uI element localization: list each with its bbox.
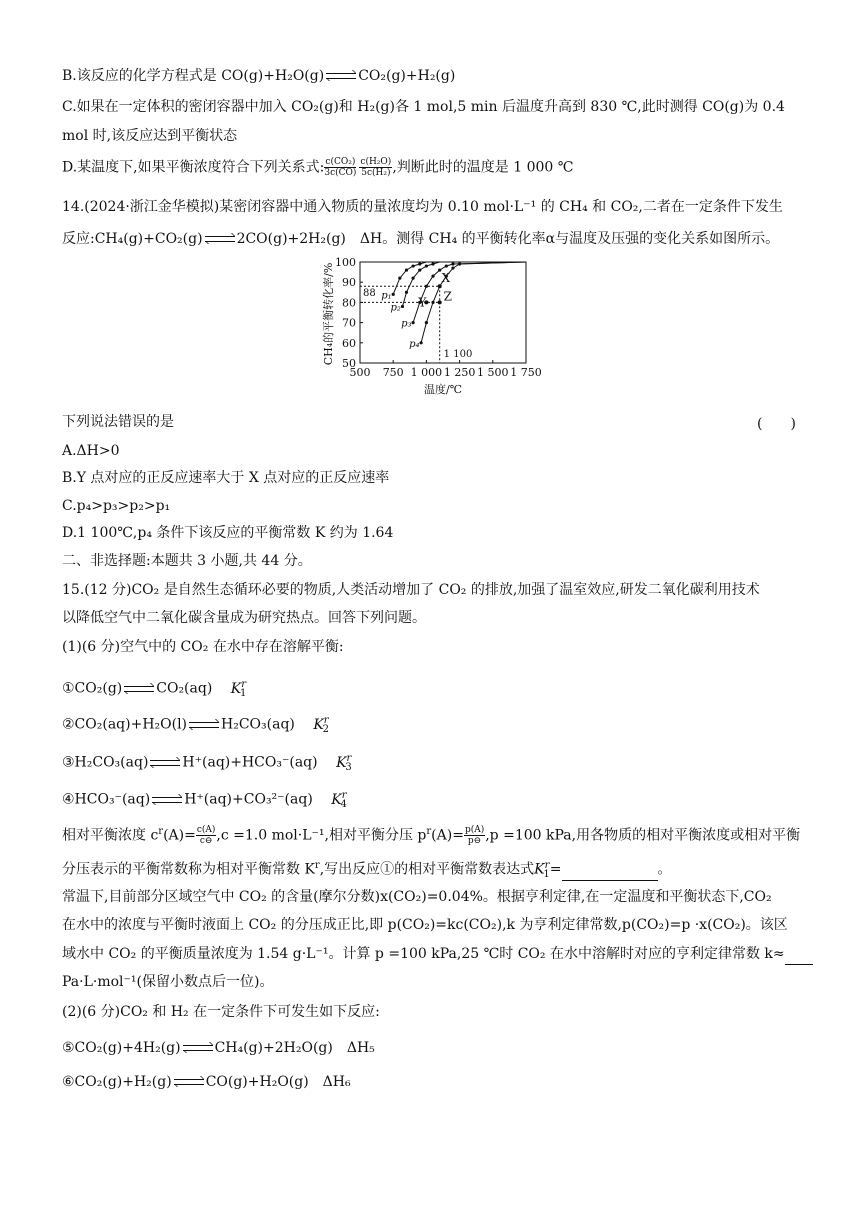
y-tick-label: 50	[342, 357, 356, 370]
x-tick-label: 1 000	[410, 366, 443, 379]
data-point-p2	[401, 305, 404, 308]
reaction-3: ③H₂CO₃(aq) H⁺(aq)+HCO₃⁻(aq) $K^r_3$	[62, 753, 352, 774]
y-tick-labels	[335, 256, 363, 370]
equilibrium-arrow	[150, 757, 180, 769]
option-c-14: C.p₄>p₃>p₂>p₁	[62, 498, 171, 514]
point-label-Y: Y	[418, 295, 427, 310]
point-Z	[438, 300, 442, 304]
curve-label-p4: p₄	[409, 338, 420, 350]
question-15-part2: (2)(6 分)CO₂ 和 H₂ 在一定条件下可发生如下反应:	[62, 1004, 380, 1020]
answer-parentheses: ( )	[757, 416, 796, 432]
data-point-p3	[425, 285, 428, 288]
data-point-p1	[412, 264, 415, 267]
reaction-5: ⑤CO₂(g)+4H₂(g) CH₄(g)+2H₂O(g) ΔH₅	[62, 1040, 375, 1056]
y-tick-label: 80	[342, 296, 356, 310]
henry-line4: Pa·L·mol⁻¹(保留小数点后一位)。	[62, 974, 274, 990]
option-c-13-line2: mol 时,该反应达到平衡状态	[62, 128, 238, 144]
data-point-p2	[418, 268, 421, 271]
reference-lines	[360, 286, 472, 363]
data-point-p1	[405, 268, 408, 271]
data-point-p4	[431, 301, 434, 304]
x-tick-label: 1 250	[443, 366, 476, 379]
annotation-1100: 1 100	[443, 349, 473, 360]
henry-line2: 在水中的浓度与平衡时液面上 CO₂ 的分压成正比,即 p(CO₂)=kc(CO₂),k 为亨利定律常数,p(CO₂)=p ·x(CO₂)。该区	[62, 917, 788, 933]
answer-blank[interactable]	[785, 944, 813, 965]
data-point-p1	[418, 262, 421, 265]
x-axis-label: 温度/℃	[423, 383, 463, 396]
reaction-4: ④HCO₃⁻(aq) H⁺(aq)+CO₃²⁻(aq) $K^r_4$	[62, 790, 347, 811]
section-heading: 二、非选择题:本题共 3 小题,共 44 分。	[62, 553, 312, 569]
question-15-line2: 以降低空气中二氧化碳含量成为研究热点。回答下列问题。	[62, 610, 426, 626]
reaction-1: ①CO₂(g) CO₂(aq) $K^r_1$	[62, 679, 247, 700]
equilibrium-arrow	[183, 1042, 213, 1054]
answer-blank[interactable]	[562, 860, 658, 881]
y-tick-label: 60	[342, 336, 356, 350]
point-label-X: X	[441, 271, 451, 286]
fraction: $\frac{\text{c(CO₂)}}{3c(CO)}$	[324, 157, 357, 178]
fraction: $\frac{p(A)}{p⊖}$	[464, 825, 485, 847]
fraction: $\frac{\text{c(H₂O)}}{\text{5c(H₂)}}$	[360, 157, 392, 178]
point-label-Z: Z	[443, 289, 453, 304]
y-tick-label: 70	[342, 316, 356, 330]
data-point-p2	[425, 264, 428, 267]
data-point-p2	[405, 291, 408, 294]
question-14-prompt: 下列说法错误的是	[62, 414, 174, 430]
series-curves	[392, 262, 526, 344]
data-point-p2	[412, 277, 415, 280]
data-point-p3	[431, 275, 434, 278]
equilibrium-arrow	[124, 683, 154, 695]
henry-line1: 常温下,目前部分区域空气中 CO₂ 的含量(摩尔分数)x(CO₂)=0.04%。根据亨利定律,在一定温度和平衡状态下,CO₂	[62, 889, 772, 905]
relative-concentration-line: 相对平衡浓度 $c^r(A)=$ $\frac{c(A)}{c⊖}$ ,c =1.0 mol·L⁻¹,相对平衡分压 $p^r(A)=$ $\frac{p(A)}{p⊖}$ ,p =100 kPa,用各物质的相对平衡浓度或相对平衡	[62, 825, 801, 847]
data-point-p3	[412, 321, 415, 324]
data-point-p1	[392, 293, 395, 296]
question-15-part1: (1)(6 分)空气中的 CO₂ 在水中存在溶解平衡:	[62, 639, 344, 655]
x-tick-label: 1 750	[510, 366, 542, 379]
henry-line3: 域水中 CO₂ 的平衡质量浓度为 1.54 g·L⁻¹。计算 p =100 kPa,25 ℃时 CO₂ 在水中溶解时对应的亨利定律常数 k≈	[62, 944, 813, 965]
data-point-p3	[445, 264, 448, 267]
equilibrium-arrow	[205, 233, 235, 245]
data-point-p4	[419, 341, 422, 344]
series-line-p3	[413, 262, 526, 323]
x-tick-label: 500	[349, 366, 371, 379]
equilibrium-arrow	[326, 70, 356, 82]
reaction-6: ⑥CO₂(g)+H₂(g) CO(g)+H₂O(g) ΔH₆	[62, 1074, 351, 1090]
x-tick-label: 1 500	[477, 366, 509, 379]
option-c-13-line1: C.如果在一定体积的密闭容器中加入 CO₂(g)和 H₂(g)各 1 mol,5 min 后温度升高到 830 ℃,此时测得 CO(g)为 0.4	[62, 99, 785, 115]
equilibrium-arrow	[189, 719, 219, 731]
data-point-p1	[398, 277, 401, 280]
data-point-p4	[458, 262, 461, 265]
reaction-2: ②CO₂(aq)+H₂O(l) H₂CO₃(aq) $K^r_2$	[62, 715, 329, 736]
data-point-p4	[451, 266, 454, 269]
question-14-line1: 14.(2024·浙江金华模拟)某密闭容器中通入物质的量浓度均为 0.10 mol·L⁻¹ 的 CH₄ 和 CO₂,二者在一定条件下发生	[62, 199, 783, 215]
relative-constant-line: 分压表示的平衡常数称为相对平衡常数 $K^r$,写出反应①的相对平衡常数表达式$K^r_1=$ 。	[62, 860, 672, 881]
fraction: $\frac{c(A)}{c⊖}$	[196, 825, 216, 847]
curve-label-p2: p₂	[390, 302, 401, 314]
question-15-line1: 15.(12 分)CO₂ 是自然生态循环必要的物质,人类活动增加了 CO₂ 的排放,加强了温室效应,研发二氧化碳利用技术	[62, 582, 760, 598]
curve-label-p3: p₃	[401, 318, 412, 330]
question-14-line2: 反应:CH₄(g)+CO₂(g) 2CO(g)+2H₂(g) ΔH。测得 CH₄ 的平衡转化率α与温度及压强的变化关系如图所示。	[62, 231, 780, 247]
equilibrium-arrow	[174, 1076, 204, 1088]
y-tick-label: 90	[342, 276, 356, 290]
option-a-14: A.ΔH>0	[62, 443, 120, 459]
equilibrium-arrow	[152, 794, 182, 806]
data-point-p4	[425, 321, 428, 324]
y-tick-label: 100	[335, 256, 356, 269]
y-axis-label: CH₄的平衡转化率/%	[322, 262, 335, 366]
option-b-14: B.Y 点对应的正反应速率大于 X 点对应的正反应速率	[62, 470, 390, 486]
option-d-13: D.某温度下,如果平衡浓度符合下列关系式: $\frac{\text{c(CO₂)}}{3c(CO)}$ $\frac{\text{c(H₂O)}}{\text{5c(H₂)}}$ ,判断此时的温度是 1 000 ℃	[62, 157, 574, 178]
curve-label-p1: p₁	[381, 290, 392, 302]
annotation-88: 88	[363, 288, 376, 300]
x-tick-label: 750	[382, 366, 404, 379]
point-labels	[417, 271, 452, 309]
option-b-13: B.该反应的化学方程式是 CO(g)+H₂O(g) CO₂(g)+H₂(g)	[62, 68, 456, 84]
data-point-p2	[431, 262, 434, 265]
data-point-p3	[451, 262, 454, 265]
conversion-chart	[318, 252, 543, 402]
option-d-14: D.1 100℃,p₄ 条件下该反应的平衡常数 K 约为 1.64	[62, 525, 394, 541]
